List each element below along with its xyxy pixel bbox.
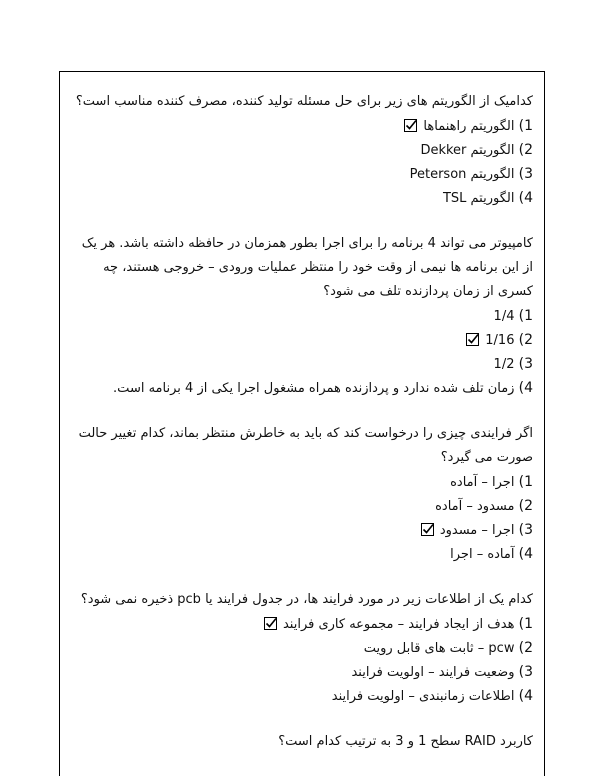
option-1: 1) اجرا – آماده xyxy=(450,474,533,490)
checkbox-checked-icon xyxy=(404,119,417,132)
option-2: 2) 1/16 xyxy=(74,328,533,352)
checkbox-checked-icon xyxy=(421,523,434,536)
question-list xyxy=(74,90,533,754)
document-page xyxy=(59,71,545,776)
question-text: کامپیوتر می تواند 4 برنامه را برای اجرا بطور همزمان در حافظه داشته باشد. هر یک از این برنامه ها نیمی از وقت خود را منتظر عملیات ورودی – خروجی هستند، چه کسری از زمان پردازنده تلف می شود؟ xyxy=(81,236,533,299)
option-3: 3) الگوریتم Peterson xyxy=(409,166,533,182)
option-3: 3) 1/2 xyxy=(493,356,533,372)
option-2: 2) الگوریتم Dekker xyxy=(420,142,533,158)
option-2: 2) pcw – ثابت های قابل رویت xyxy=(363,640,533,656)
option-1: 1) 1/4 xyxy=(493,308,533,324)
option-label: اجرا – مسدود xyxy=(439,523,515,538)
question-text: اگر فرایندی چیزی را درخواست کند که باید به خاطرش منتظر بماند، کدام تغییر حالت صورت می گیرد؟ xyxy=(78,426,533,465)
option-4: 4) الگوریتم TSL xyxy=(442,190,533,206)
option-label: الگوریتم راهنماها xyxy=(423,119,515,134)
question-text: کدامیک از الگوریتم های زیر برای حل مسئله تولید کننده، مصرف کننده مناسب است؟ xyxy=(75,94,533,109)
question-3 xyxy=(74,422,533,566)
option-label: اجرا – آماده xyxy=(450,475,515,490)
option-label: 1/4 xyxy=(493,309,515,324)
option-4: 4) اطلاعات زمانبندی – اولویت فرایند xyxy=(331,688,533,704)
option-label: زمان تلف شده ندارد و پردازنده همراه مشغول اجرا یکی از 4 برنامه است. xyxy=(113,381,515,396)
question-4 xyxy=(74,588,533,708)
option-3: 3) اجرا – مسدود xyxy=(74,518,533,542)
option-label: الگوریتم Peterson xyxy=(409,167,515,182)
option-label: الگوریتم Dekker xyxy=(420,143,515,158)
option-1: 1) هدف از ایجاد فرایند – مجموعه کاری فرایند xyxy=(74,612,533,636)
option-4: 4) آماده – اجرا xyxy=(450,546,533,562)
checkbox-checked-icon xyxy=(264,617,277,630)
question-2 xyxy=(74,232,533,400)
option-label: آماده – اجرا xyxy=(450,547,515,562)
option-label: مسدود – آماده xyxy=(435,499,515,514)
option-label: الگوریتم TSL xyxy=(442,191,515,206)
checkbox-checked-icon xyxy=(466,333,479,346)
option-label: اطلاعات زمانبندی – اولویت فرایند xyxy=(331,689,515,704)
question-text: کاربرد RAID سطح 1 و 3 به ترتیب کدام است؟ xyxy=(278,734,533,749)
question-text: کدام یک از اطلاعات زیر در مورد فرایند ها، در جدول فرایند یا pcb ذخیره نمی شود؟ xyxy=(80,592,533,607)
option-label: 1/2 xyxy=(493,357,515,372)
question-5 xyxy=(74,730,533,754)
option-3: 3) وضعیت فرایند – اولویت فرایند xyxy=(351,664,533,680)
option-2: 2) مسدود – آماده xyxy=(435,498,533,514)
option-label: هدف از ایجاد فرایند – مجموعه کاری فرایند xyxy=(282,617,515,632)
option-4: 4) زمان تلف شده ندارد و پردازنده همراه مشغول اجرا یکی از 4 برنامه است. xyxy=(113,380,533,396)
question-1 xyxy=(74,90,533,210)
option-label: وضعیت فرایند – اولویت فرایند xyxy=(351,665,515,680)
option-label: pcw – ثابت های قابل رویت xyxy=(363,641,515,656)
option-label: 1/16 xyxy=(485,333,515,348)
option-1: 1) الگوریتم راهنماها xyxy=(74,114,533,138)
